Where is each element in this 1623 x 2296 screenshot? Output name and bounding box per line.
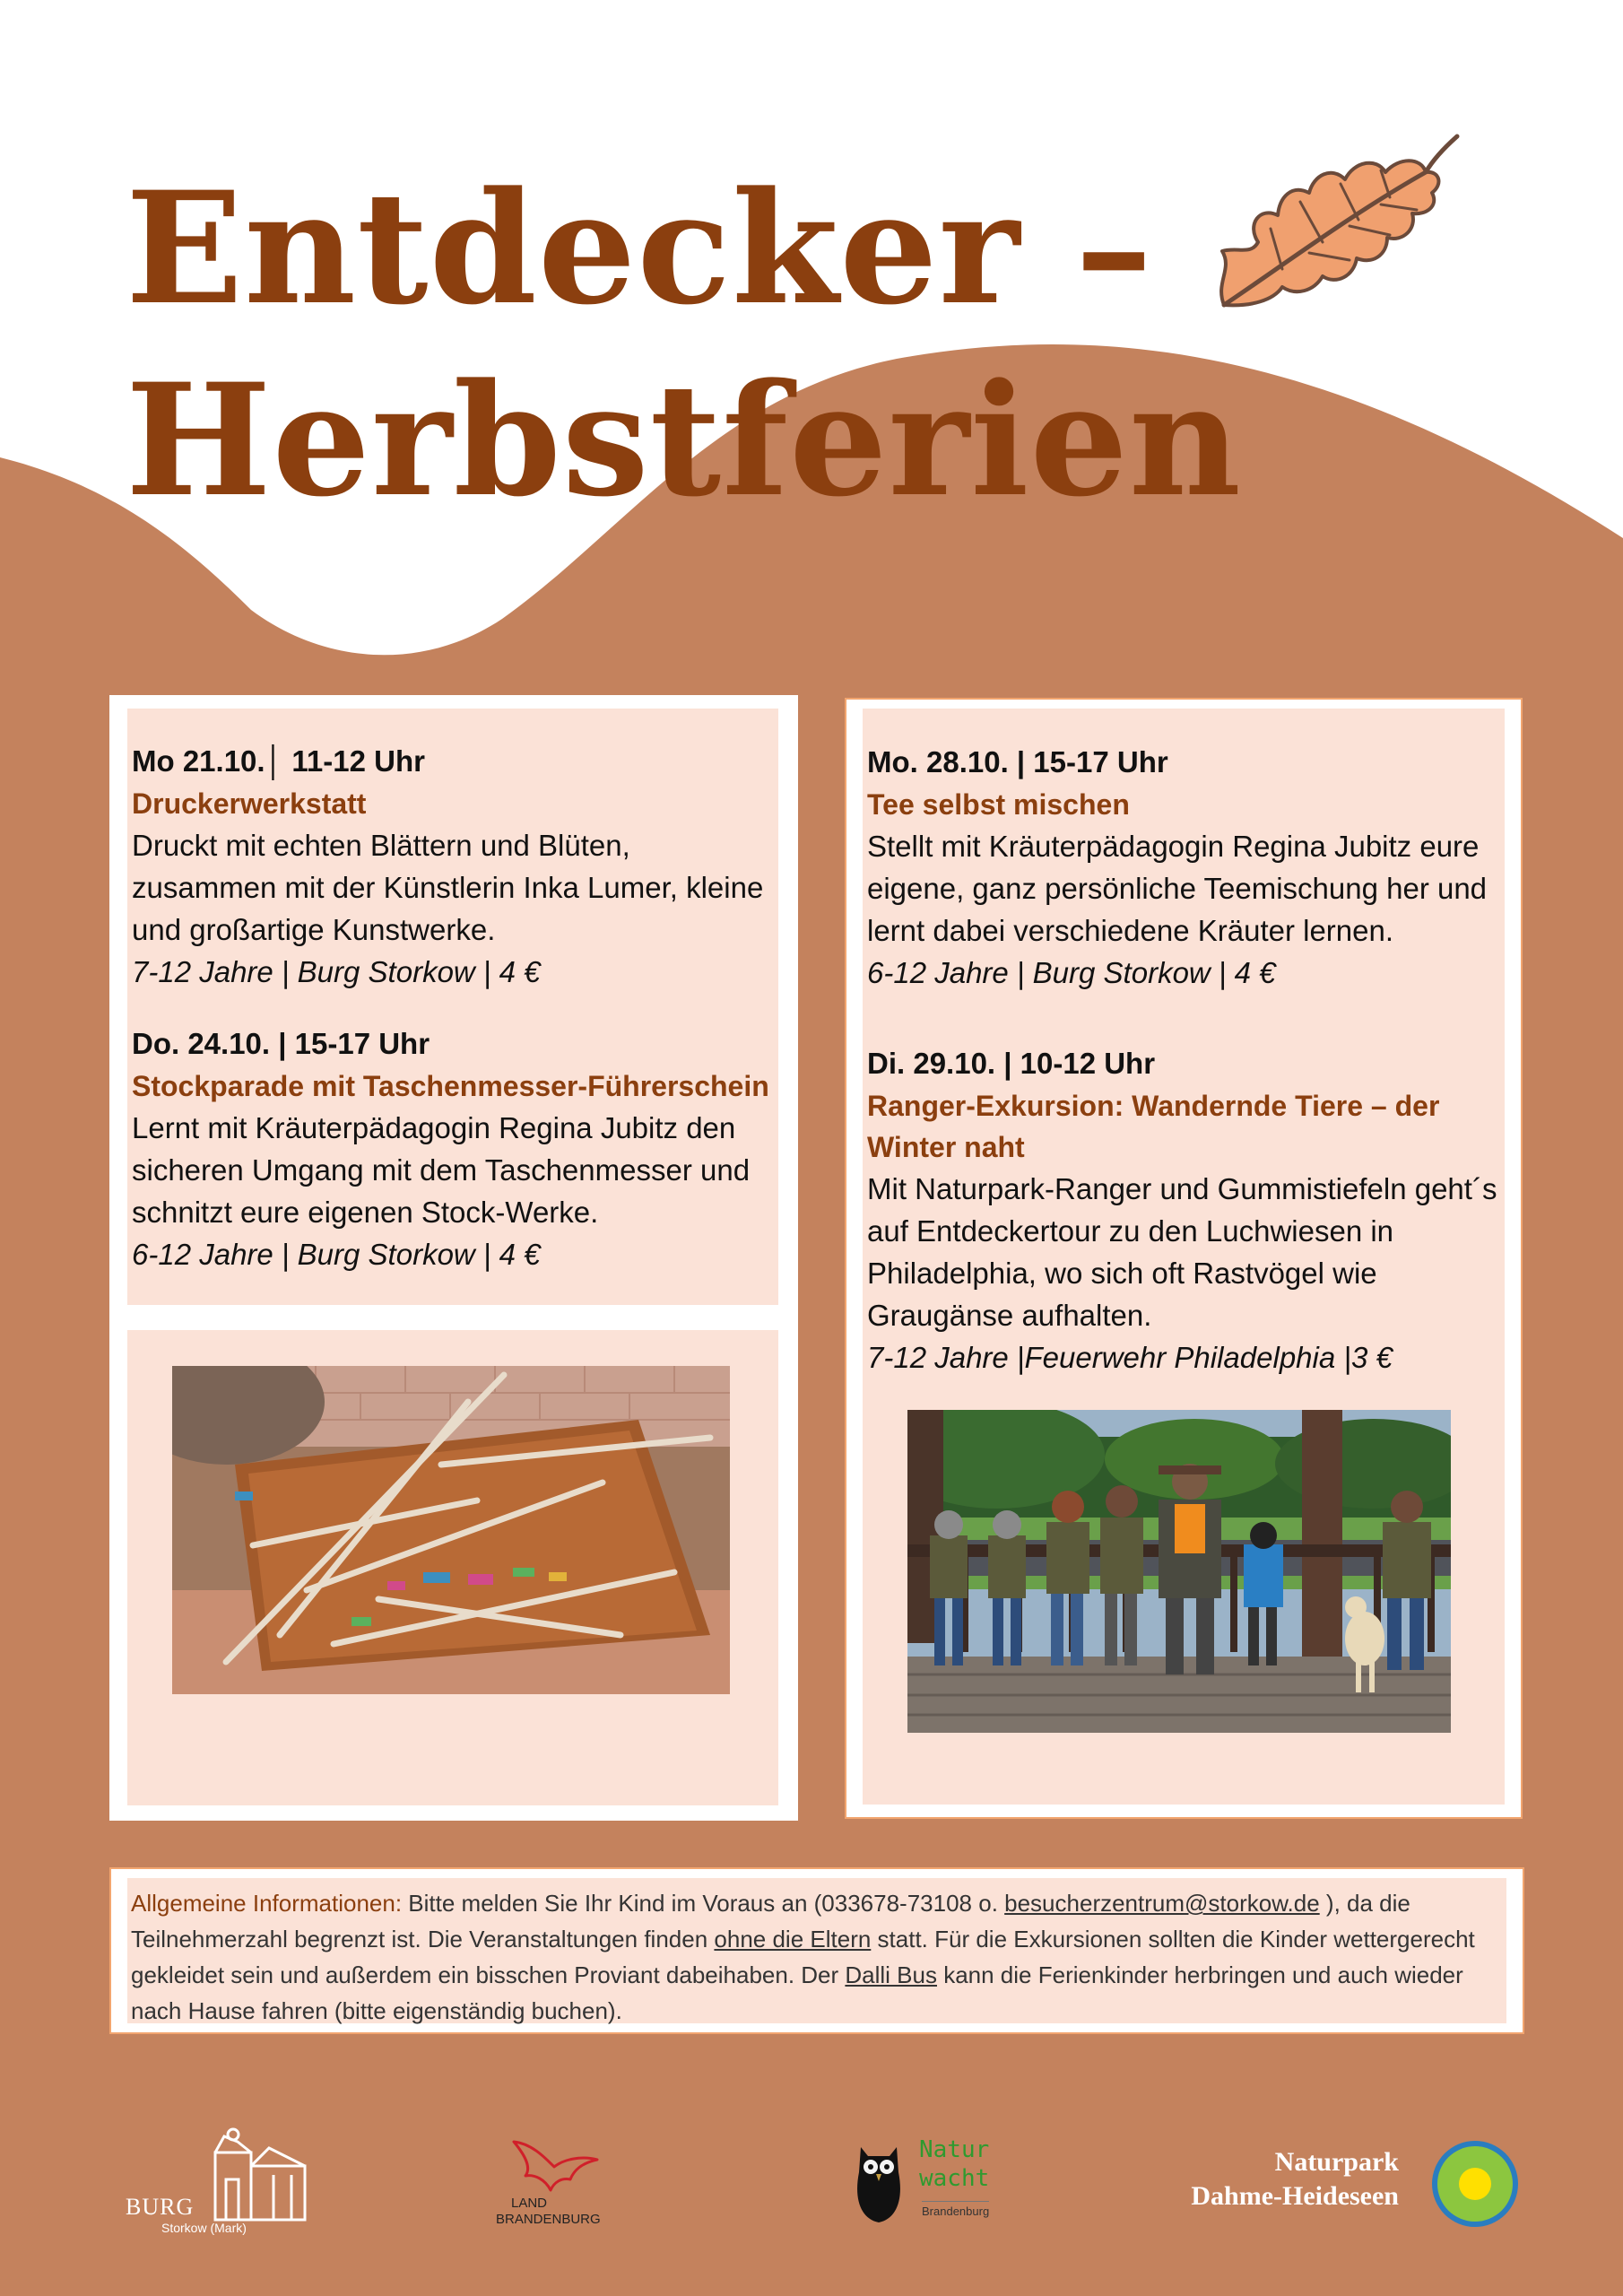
- dalli-bus-link[interactable]: Dalli Bus: [845, 1961, 937, 1988]
- event-name: Tee selbst mischen: [867, 788, 1130, 821]
- event-name: Ranger-Exkursion: Wandernde Tiere – der Winter naht: [867, 1090, 1440, 1163]
- left-photo-panel: [127, 1330, 778, 1805]
- naturwacht-line2: wacht: [919, 2165, 990, 2192]
- sponsor-logos: [0, 2108, 1623, 2242]
- naturwacht-line1: Natur: [919, 2136, 990, 2163]
- event-date: Mo 21.10.│ 11-12 Uhr: [132, 744, 425, 778]
- naturwacht-line3: Brandenburg: [922, 2201, 989, 2218]
- event-description: Druckt mit echten Blättern und Blüten, zusammen mit der Künstlerin Inka Lumer, kleine und großartige Kunstwerke.: [132, 829, 764, 946]
- event-name: Stockparade mit Taschenmesser-Führerschein: [132, 1070, 769, 1102]
- event-meta: 6-12 Jahre | Burg Storkow | 4 €: [867, 956, 1276, 989]
- event-druckerwerkstatt: [132, 740, 776, 994]
- logo-burg-storkow: [126, 2117, 323, 2233]
- event-description: Stellt mit Kräuterpädagogin Regina Jubitz eure eigene, ganz persönliche Teemischung her und lernt dabei verschiedene Kräuter lernen.: [867, 830, 1488, 947]
- info-text-4: kann die Ferienkinder herbringen und auch wieder nach Hause fahren (bitte eigenständig buchen).: [131, 1961, 1463, 2024]
- oak-leaf-icon: [1197, 117, 1466, 323]
- event-meta: 7-12 Jahre | Burg Storkow | 4 €: [132, 955, 541, 988]
- red-eagle-icon: [491, 2133, 617, 2196]
- event-meta: 7-12 Jahre |Feuerwehr Philadelphia |3 €: [867, 1341, 1393, 1374]
- brandenburg-line1: LAND: [511, 2196, 548, 2211]
- naturpark-line1: Naturpark: [1274, 2147, 1399, 2177]
- burg-place: Storkow (Mark): [161, 2221, 247, 2235]
- page-title: [126, 152, 1242, 536]
- naturpark-line2: Dahme-Heideseen: [1191, 2181, 1399, 2211]
- event-description: Lernt mit Kräuterpädagogin Regina Jubitz den sicheren Umgang mit dem Taschenmesser und schnitzt eure eigenen Stock-Werke.: [132, 1111, 751, 1229]
- logo-naturwacht: [852, 2136, 1013, 2235]
- left-card: [109, 695, 798, 1821]
- info-text-1: Bitte melden Sie Ihr Kind im Voraus an (033678-73108 o.: [402, 1890, 1005, 1917]
- logo-land-brandenburg: [491, 2133, 617, 2231]
- burg-name: BURG: [126, 2194, 195, 2220]
- general-info-box: [109, 1867, 1524, 2034]
- right-card: [845, 698, 1523, 1819]
- photo-carved-sticks: [172, 1366, 730, 1694]
- event-ranger: [867, 1042, 1502, 1379]
- email-link[interactable]: besucherzentrum@storkow.de: [1004, 1890, 1320, 1917]
- general-info-text: [127, 1878, 1506, 2023]
- right-events-panel: [863, 709, 1505, 1805]
- title-line-2: Herbstferien: [126, 349, 1242, 531]
- info-text-2: ), da die Teilnehmerzahl begrenzt ist. Die Veranstaltungen finden: [131, 1890, 1410, 1952]
- no-parents-emphasis: ohne die Eltern: [714, 1926, 872, 1952]
- event-stockparade: [132, 1022, 776, 1276]
- event-name: Druckerwerkstatt: [132, 787, 367, 820]
- brandenburg-line2: BRANDENBURG: [496, 2212, 601, 2227]
- event-description: Mit Naturpark-Ranger und Gummistiefeln geht´s auf Entdeckertour zu den Luchwiesen in Philadelphia, wo sich oft Rastvögel wie Graugänse aufhalten.: [867, 1172, 1497, 1332]
- event-meta: 6-12 Jahre | Burg Storkow | 4 €: [132, 1238, 541, 1271]
- left-events-panel: [127, 709, 778, 1305]
- info-text-3: statt. Für die Exkursionen sollten die Kinder wettergerecht gekleidet sein und außerdem ein bisschen Proviant dabeihaben. Der: [131, 1926, 1475, 1988]
- info-lead: Allgemeine Informationen:: [131, 1890, 403, 1917]
- title-line-1: Entdecker –: [126, 157, 1154, 339]
- logo-naturpark: [1139, 2135, 1533, 2233]
- event-date: Do. 24.10. | 15-17 Uhr: [132, 1027, 430, 1060]
- event-date: Mo. 28.10. | 15-17 Uhr: [867, 745, 1168, 778]
- event-tee: [867, 741, 1502, 995]
- photo-ranger-group: [907, 1410, 1451, 1733]
- sun-circle-icon: [1426, 2135, 1524, 2233]
- owl-icon: [852, 2136, 906, 2226]
- event-date: Di. 29.10. | 10-12 Uhr: [867, 1047, 1156, 1080]
